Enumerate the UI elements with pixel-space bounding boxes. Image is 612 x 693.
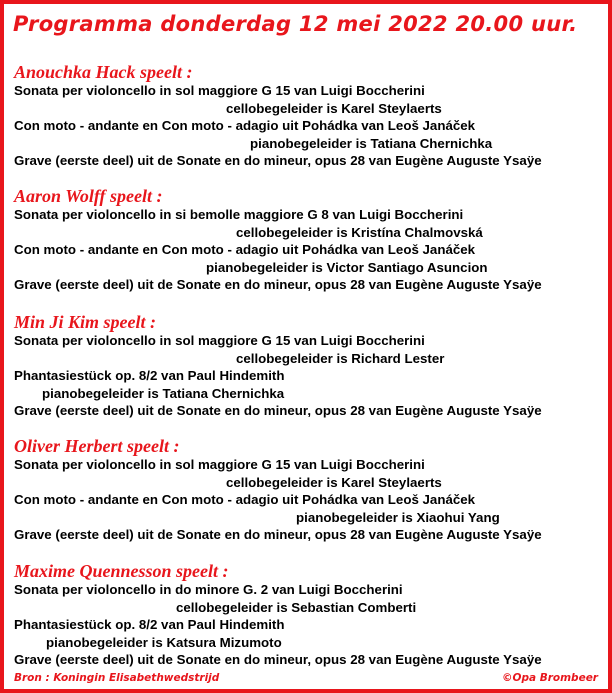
performer-section [14,561,542,669]
performer-heading: Anouchka Hack speelt : [14,62,193,82]
program-line: Grave (eerste deel) uit de Sonate en do mineur, opus 28 van Eugène Auguste Ysaÿe [14,527,542,543]
program-line: Grave (eerste deel) uit de Sonate en do mineur, opus 28 van Eugène Auguste Ysaÿe [14,403,542,419]
performer-heading: Min Ji Kim speelt : [14,312,157,332]
program-line: Con moto - andante en Con moto - adagio uit Pohádka van Leoš Janáček [14,118,476,134]
program-line: Sonata per violoncello in sol maggiore G 15 van Luigi Boccherini [14,333,425,348]
accompanist-line: pianobegeleider is Xiaohui Yang [296,509,500,525]
program-line: Grave (eerste deel) uit de Sonate en do mineur, opus 28 van Eugène Auguste Ysaÿe [14,153,542,169]
performer-section [14,186,542,294]
accompanist-line: pianobegeleider is Tatiana Chernichka [42,385,285,401]
program-line: Phantasiestück op. 8/2 van Paul Hindemith [14,368,285,384]
performer-heading: Oliver Herbert speelt : [14,436,180,456]
accompanist-line: pianobegeleider is Tatiana Chernichka [250,135,493,151]
performer-section [14,62,542,170]
program-line: Sonata per violoncello in do minore G. 2 van Luigi Boccherini [14,582,403,597]
source-credit: Bron : Koningin Elisabethwedstrijd [14,672,220,684]
accompanist-line: cellobegeleider is Karel Steylaerts [226,100,442,116]
program-line: Con moto - andante en Con moto - adagio uit Pohádka van Leoš Janáček [14,242,476,258]
accompanist-line: cellobegeleider is Richard Lester [236,350,445,366]
performer-section [14,312,542,420]
performer-section [14,436,542,544]
performer-heading: Maxime Quennesson speelt : [14,561,229,581]
performer-heading: Aaron Wolff speelt : [14,186,163,206]
program-line: Grave (eerste deel) uit de Sonate en do mineur, opus 28 van Eugène Auguste Ysaÿe [14,652,542,668]
program-line: Sonata per violoncello in sol maggiore G 15 van Luigi Boccherini [14,83,425,98]
accompanist-line: pianobegeleider is Victor Santiago Asuncion [206,259,488,275]
program-line: Sonata per violoncello in sol maggiore G 15 van Luigi Boccherini [14,457,425,472]
accompanist-line: cellobegeleider is Kristína Chalmovská [236,224,483,240]
author-credit: ©Opa Brombeer [502,672,598,684]
accompanist-line: cellobegeleider is Karel Steylaerts [226,474,442,490]
accompanist-line: cellobegeleider is Sebastian Comberti [176,599,417,615]
program-line: Sonata per violoncello in si bemolle maggiore G 8 van Luigi Boccherini [14,207,464,222]
page-title: Programma donderdag 12 mei 2022 20.00 uur. [13,12,578,36]
program-line: Grave (eerste deel) uit de Sonate en do mineur, opus 28 van Eugène Auguste Ysaÿe [14,277,542,293]
program-line: Con moto - andante en Con moto - adagio uit Pohádka van Leoš Janáček [14,492,476,508]
program-line: Phantasiestück op. 8/2 van Paul Hindemith [14,617,285,633]
accompanist-line: pianobegeleider is Katsura Mizumoto [46,634,282,650]
